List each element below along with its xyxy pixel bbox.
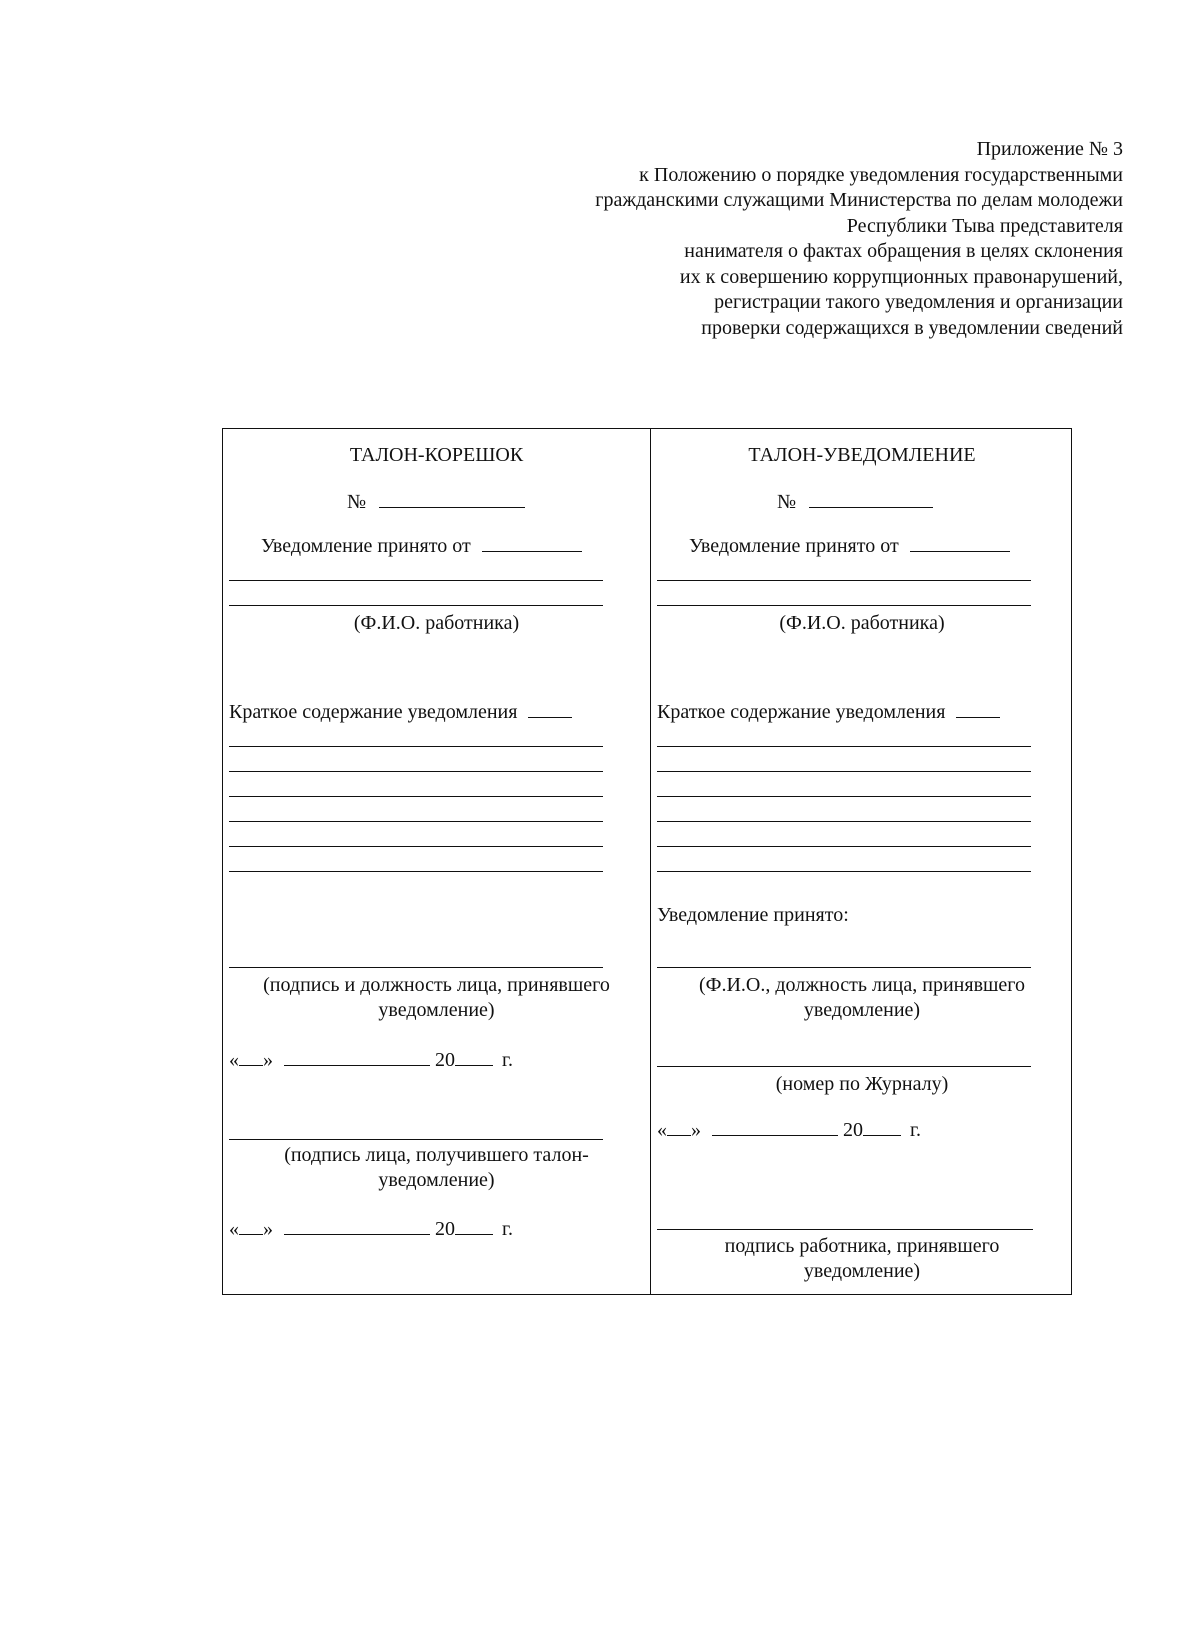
stub-date-quote-open: « xyxy=(229,1049,239,1071)
notice-fio-line[interactable] xyxy=(657,580,1031,581)
notice-fio-line[interactable] xyxy=(657,605,1031,606)
notice-date-year-prefix: 20 xyxy=(843,1119,863,1141)
notice-summary-field[interactable] xyxy=(956,699,1000,718)
talon-stub-column xyxy=(223,429,650,1294)
notice-summary-line[interactable] xyxy=(657,771,1031,772)
notice-received-field[interactable] xyxy=(910,533,1010,552)
stub-date-month-field[interactable] xyxy=(284,1047,430,1066)
stub-summary-line[interactable] xyxy=(229,821,603,822)
header-line: регистрации такого уведомления и организации xyxy=(714,291,1123,313)
stub-date-year-field[interactable] xyxy=(455,1047,493,1066)
header-line: к Положению о порядке уведомления государственными xyxy=(639,163,1123,186)
notice-journal-line[interactable] xyxy=(657,1066,1031,1067)
talon-form xyxy=(222,428,1072,1295)
header-line: нанимателя о фактах обращения в целях склонения xyxy=(684,240,1123,262)
notice-date-quote-open: « xyxy=(657,1119,667,1141)
stub-received-field[interactable] xyxy=(482,533,582,552)
header-line: их к совершению коррупционных правонарушений, xyxy=(679,265,1123,288)
stub-received-row xyxy=(261,533,582,558)
stub-date-row xyxy=(229,1216,513,1241)
stub-recipient-caption: уведомление) xyxy=(378,1169,495,1191)
notice-date-quote-close: » xyxy=(691,1119,701,1141)
notice-date-year-suffix: г. xyxy=(910,1119,921,1141)
stub-number-field[interactable] xyxy=(379,489,525,508)
stub-date-year-prefix: 20 xyxy=(435,1049,455,1071)
notice-journal-caption: (номер по Журналу) xyxy=(775,1073,949,1095)
header-line: Приложение № 3 xyxy=(976,138,1123,160)
stub-summary-line[interactable] xyxy=(229,771,603,772)
stub-date-year-suffix: г. xyxy=(502,1218,513,1240)
stub-fio-caption: (Ф.И.О. работника) xyxy=(353,612,520,634)
notice-accepter-caption: (Ф.И.О., должность лица, принявшего xyxy=(699,974,1025,996)
stub-summary-line[interactable] xyxy=(229,846,603,847)
stub-date-day-field[interactable] xyxy=(239,1047,263,1066)
notice-received-row xyxy=(689,533,1010,558)
stub-summary-line[interactable] xyxy=(229,746,603,747)
header-line: гражданскими служащими Министерства по делам молодежи xyxy=(595,189,1123,211)
notice-date-day-field[interactable] xyxy=(667,1117,691,1136)
appendix-header xyxy=(483,137,1123,341)
notice-employee-caption: уведомление) xyxy=(803,1260,921,1282)
talon-notice-column xyxy=(651,429,1073,1294)
stub-title: ТАЛОН-КОРЕШОК xyxy=(349,444,524,466)
notice-employee-line[interactable] xyxy=(657,1229,1033,1230)
notice-number-row xyxy=(777,489,933,514)
notice-accepted-label: Уведомление принято: xyxy=(657,904,849,926)
notice-accepter-line[interactable] xyxy=(657,967,1031,968)
header-line: Республики Тыва представителя xyxy=(846,214,1123,237)
notice-number-label: № xyxy=(777,491,797,513)
stub-summary-line[interactable] xyxy=(229,871,603,872)
stub-date-year-suffix: г. xyxy=(502,1049,513,1071)
notice-summary-line[interactable] xyxy=(657,821,1031,822)
stub-date-year-field[interactable] xyxy=(455,1216,493,1235)
stub-date-row xyxy=(229,1047,513,1072)
stub-signer-line[interactable] xyxy=(229,967,603,968)
notice-accepter-caption: уведомление) xyxy=(803,999,921,1021)
stub-date-year-prefix: 20 xyxy=(435,1218,455,1240)
stub-date-quote-open: « xyxy=(229,1218,239,1240)
stub-summary-label: Краткое содержание уведомления xyxy=(229,701,518,723)
notice-number-field[interactable] xyxy=(809,489,933,508)
stub-date-quote-close: » xyxy=(263,1049,273,1071)
notice-summary-line[interactable] xyxy=(657,871,1031,872)
stub-date-quote-close: » xyxy=(263,1218,273,1240)
notice-date-year-field[interactable] xyxy=(863,1117,901,1136)
stub-signer-caption: уведомление) xyxy=(378,999,495,1021)
notice-summary-line[interactable] xyxy=(657,746,1031,747)
notice-employee-caption: подпись работника, принявшего xyxy=(724,1235,1000,1257)
stub-recipient-caption: (подпись лица, получившего талон- xyxy=(284,1144,589,1166)
stub-received-label: Уведомление принято от xyxy=(261,535,471,557)
notice-date-month-field[interactable] xyxy=(712,1117,838,1136)
stub-summary-field[interactable] xyxy=(528,699,572,718)
notice-summary-row xyxy=(657,699,1000,724)
stub-date-day-field[interactable] xyxy=(239,1216,263,1235)
stub-fio-line[interactable] xyxy=(229,605,603,606)
stub-summary-row xyxy=(229,699,572,724)
notice-received-label: Уведомление принято от xyxy=(689,535,899,557)
stub-number-label: № xyxy=(347,491,367,513)
stub-summary-line[interactable] xyxy=(229,796,603,797)
header-line: проверки содержащихся в уведомлении сведений xyxy=(701,316,1123,339)
notice-summary-line[interactable] xyxy=(657,846,1031,847)
notice-date-row xyxy=(657,1117,921,1142)
stub-date-month-field[interactable] xyxy=(284,1216,430,1235)
stub-number-row xyxy=(347,489,525,514)
notice-summary-line[interactable] xyxy=(657,796,1031,797)
notice-title: ТАЛОН-УВЕДОМЛЕНИЕ xyxy=(748,444,976,466)
stub-recipient-line[interactable] xyxy=(229,1139,603,1140)
stub-fio-line[interactable] xyxy=(229,580,603,581)
notice-fio-caption: (Ф.И.О. работника) xyxy=(779,612,945,634)
stub-signer-caption: (подпись и должность лица, принявшего xyxy=(263,974,610,996)
notice-summary-label: Краткое содержание уведомления xyxy=(657,701,946,723)
